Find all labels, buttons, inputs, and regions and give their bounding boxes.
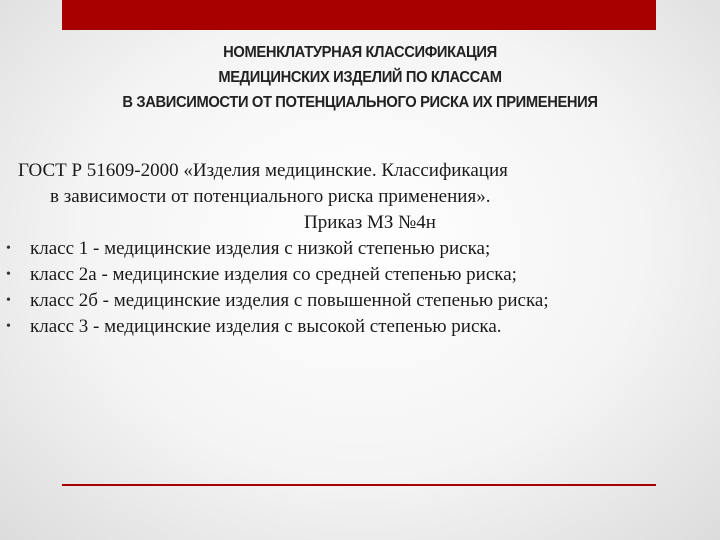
slide-title: [47, 40, 673, 115]
bullet-icon: •: [6, 293, 11, 308]
class-list: [6, 236, 706, 340]
slide-body: [6, 158, 706, 340]
list-item: [6, 236, 706, 262]
class-2b-text: класс 2б - медицинские изделия с повышенной степенью риска;: [30, 290, 549, 311]
list-item: [6, 288, 706, 314]
title-line-1: НОМЕНКЛАТУРНАЯ КЛАССИФИКАЦИЯ: [223, 44, 497, 61]
list-item: [6, 262, 706, 288]
intro-line-1: ГОСТ Р 51609-2000 «Изделия медицинские. Классификация: [18, 160, 508, 181]
bullet-icon: •: [6, 241, 11, 256]
title-line-3: В ЗАВИСИМОСТИ ОТ ПОТЕНЦИАЛЬНОГО РИСКА ИХ ПРИМЕНЕНИЯ: [122, 94, 598, 111]
list-item: [6, 314, 706, 340]
order-reference: Приказ МЗ №4н: [304, 212, 436, 233]
top-accent-bar: [62, 0, 656, 30]
title-line-2: МЕДИЦИНСКИХ ИЗДЕЛИЙ ПО КЛАССАМ: [218, 69, 502, 86]
bottom-divider: [62, 484, 656, 486]
bullet-icon: •: [6, 267, 11, 282]
intro-block: [18, 158, 706, 236]
bullet-icon: •: [6, 319, 11, 334]
class-3-text: класс 3 - медицинские изделия с высокой степенью риска.: [30, 316, 502, 337]
class-2a-text: класс 2а - медицинские изделия со средней степенью риска;: [30, 264, 517, 285]
intro-line-2: в зависимости от потенциального риска применения».: [50, 186, 491, 207]
class-1-text: класс 1 - медицинские изделия с низкой степенью риска;: [30, 238, 491, 259]
